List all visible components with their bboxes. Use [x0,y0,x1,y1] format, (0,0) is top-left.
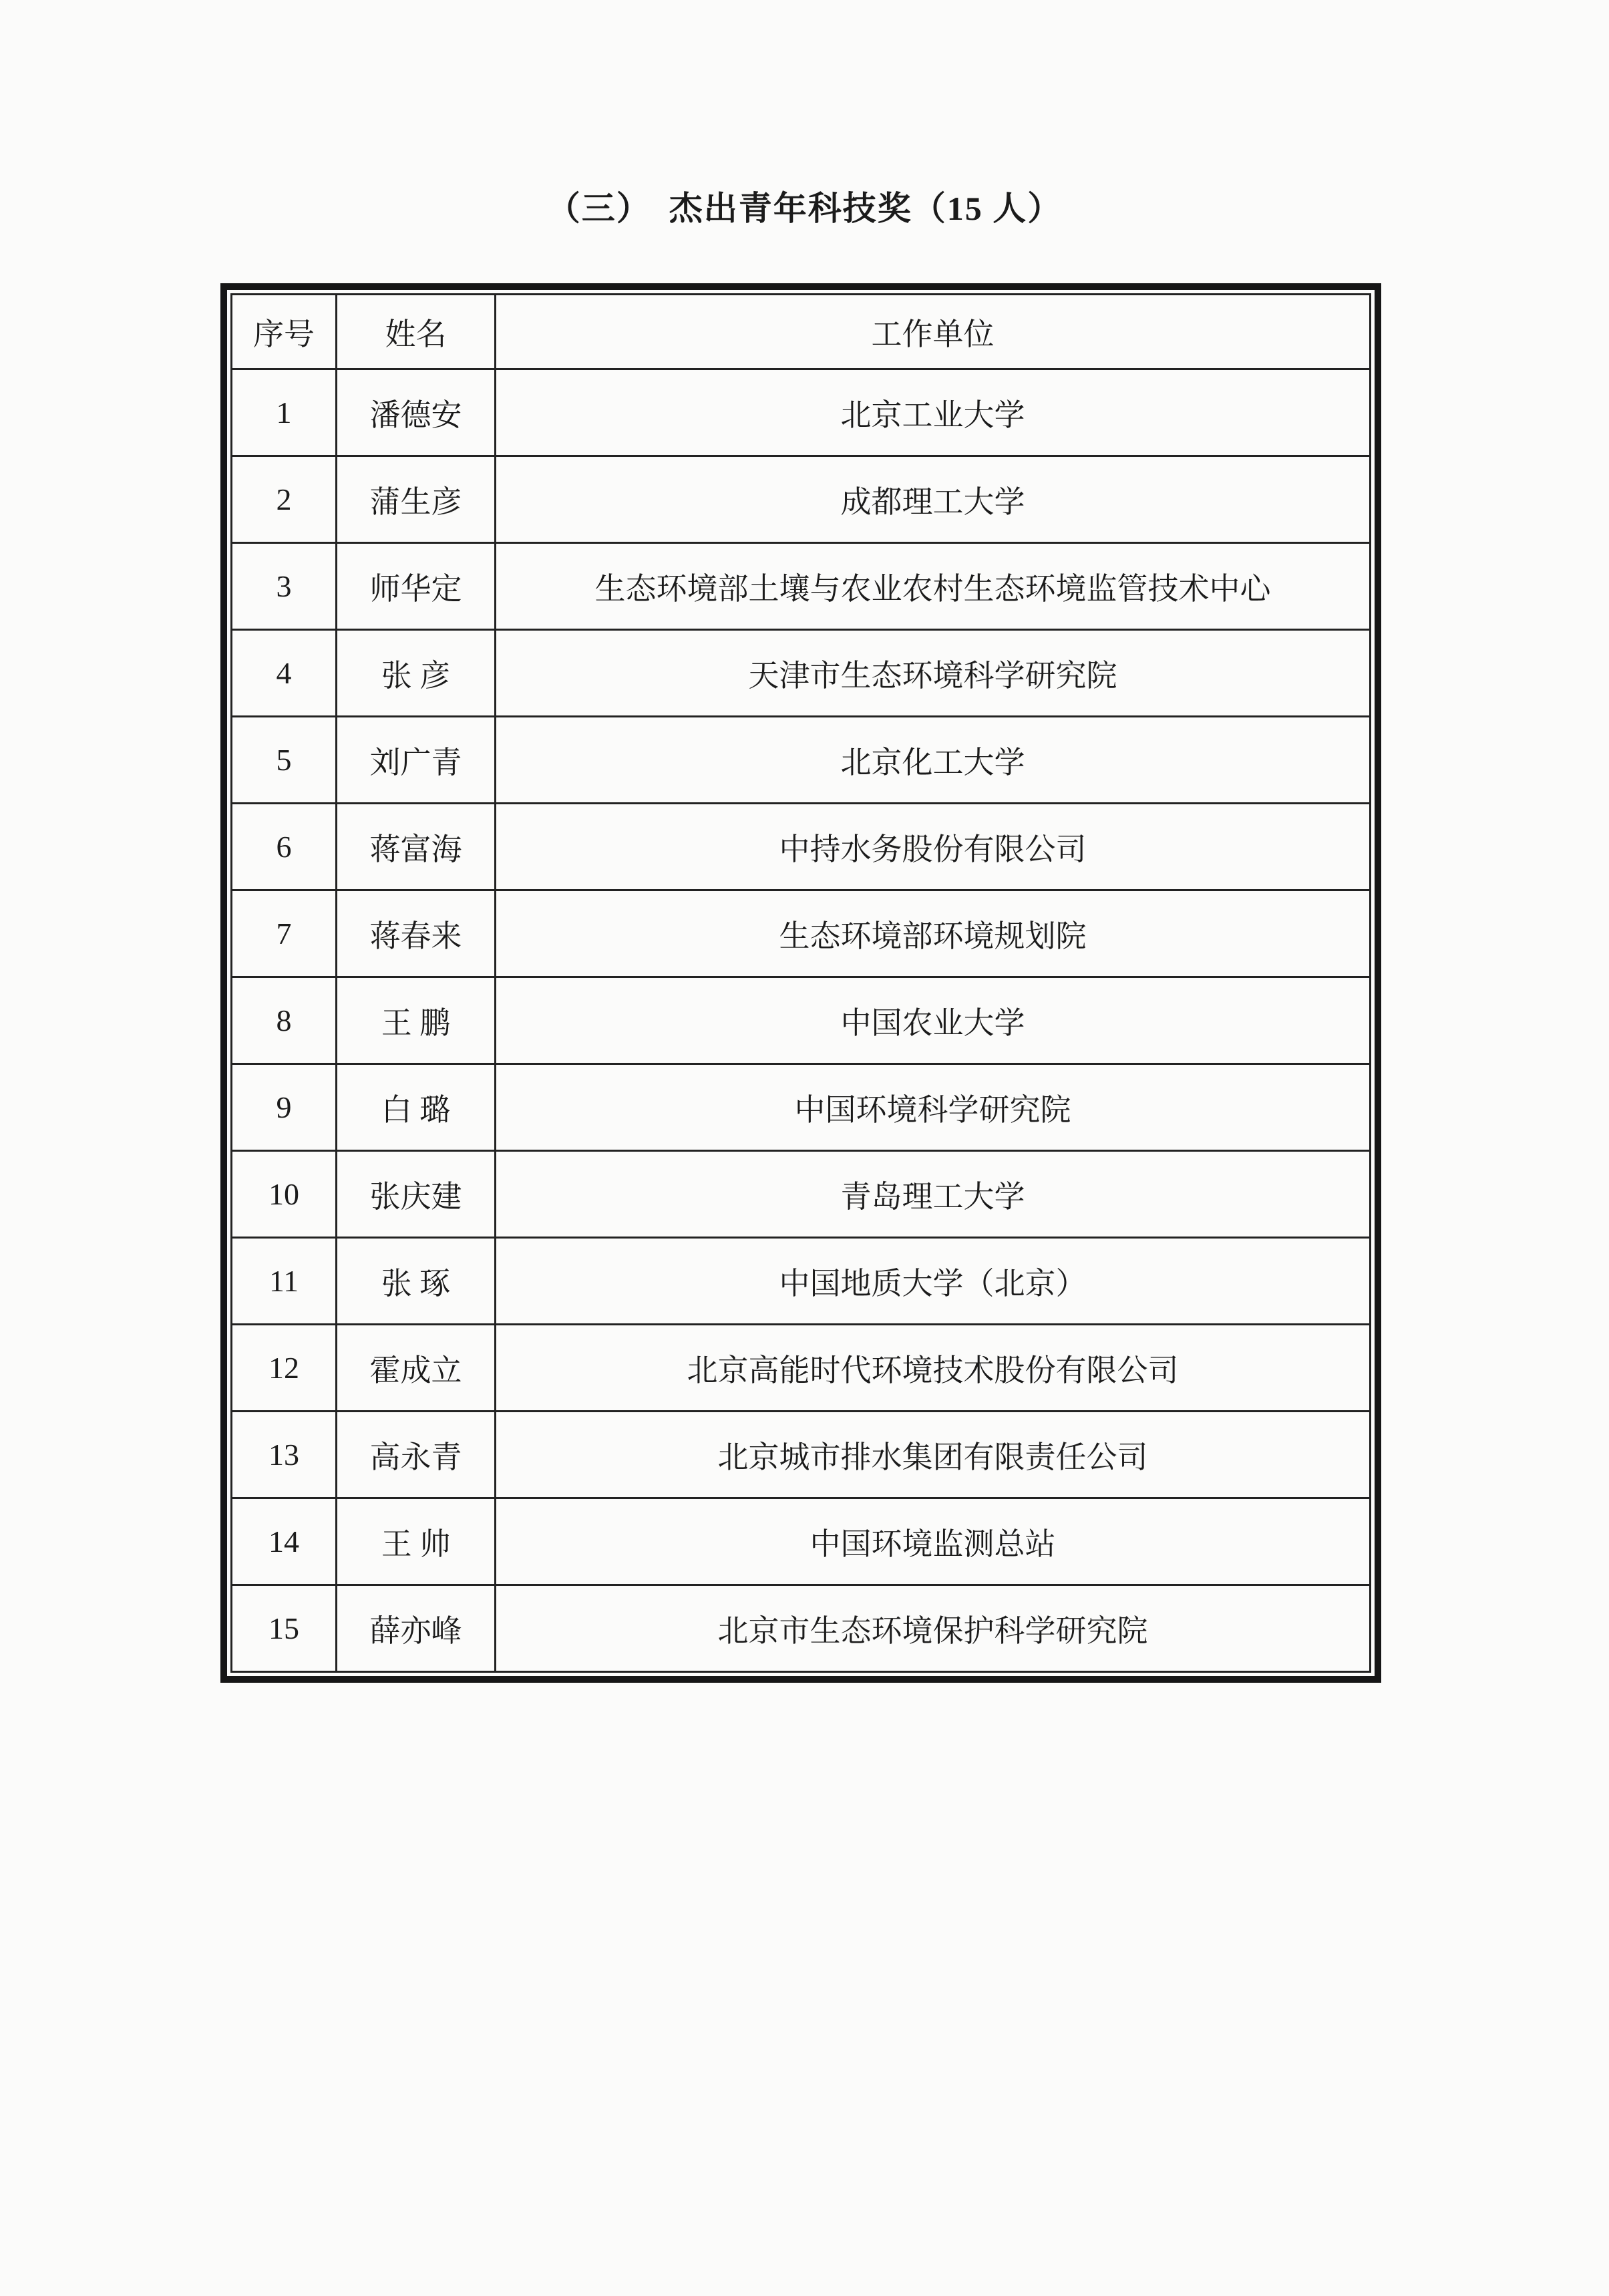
table-row [232,543,1371,630]
table-body [232,369,1371,1672]
cell-name: 张庆建 [337,1151,496,1238]
cell-work-unit: 青岛理工大学 [496,1151,1371,1238]
cell-name: 刘广青 [337,717,496,804]
cell-work-unit: 成都理工大学 [496,456,1371,543]
cell-work-unit: 北京市生态环境保护科学研究院 [496,1585,1371,1672]
cell-work-unit: 北京工业大学 [496,369,1371,456]
cell-serial-number: 9 [232,1064,337,1151]
cell-serial-number: 2 [232,456,337,543]
cell-name: 潘德安 [337,369,496,456]
cell-name: 薛亦峰 [337,1585,496,1672]
cell-serial-number: 6 [232,804,337,890]
table-row [232,890,1371,977]
cell-serial-number: 5 [232,717,337,804]
table-row [232,1498,1371,1585]
cell-serial-number: 14 [232,1498,337,1585]
cell-name: 师华定 [337,543,496,630]
table-row [232,1412,1371,1498]
table-row [232,1064,1371,1151]
cell-serial-number: 11 [232,1238,337,1325]
cell-name: 王 帅 [337,1498,496,1585]
cell-work-unit: 天津市生态环境科学研究院 [496,630,1371,717]
header-work-unit: 工作单位 [496,295,1371,369]
cell-work-unit: 中持水务股份有限公司 [496,804,1371,890]
cell-work-unit: 中国地质大学（北京） [496,1238,1371,1325]
cell-name: 张 彦 [337,630,496,717]
cell-name: 王 鹏 [337,977,496,1064]
cell-work-unit: 生态环境部土壤与农业农村生态环境监管技术中心 [496,543,1371,630]
table-row [232,717,1371,804]
cell-name: 白 璐 [337,1064,496,1151]
cell-name: 霍成立 [337,1325,496,1412]
header-name: 姓名 [337,295,496,369]
cell-serial-number: 8 [232,977,337,1064]
cell-serial-number: 10 [232,1151,337,1238]
table-header-row [232,295,1371,369]
cell-work-unit: 北京城市排水集团有限责任公司 [496,1412,1371,1498]
table-head [232,295,1371,369]
award-table [230,293,1371,1673]
cell-name: 高永青 [337,1412,496,1498]
cell-name: 蒲生彦 [337,456,496,543]
award-table-frame [220,283,1381,1683]
cell-serial-number: 15 [232,1585,337,1672]
cell-serial-number: 12 [232,1325,337,1412]
cell-serial-number: 7 [232,890,337,977]
section-title: （三） 杰出青年科技奖（15 人） [546,190,1063,227]
table-row [232,630,1371,717]
cell-work-unit: 生态环境部环境规划院 [496,890,1371,977]
cell-serial-number: 4 [232,630,337,717]
cell-work-unit: 北京化工大学 [496,717,1371,804]
table-row [232,1151,1371,1238]
header-serial-number: 序号 [232,295,337,369]
cell-serial-number: 13 [232,1412,337,1498]
table-row [232,977,1371,1064]
table-row [232,1238,1371,1325]
table-row [232,369,1371,456]
cell-work-unit: 北京高能时代环境技术股份有限公司 [496,1325,1371,1412]
cell-serial-number: 1 [232,369,337,456]
cell-work-unit: 中国农业大学 [496,977,1371,1064]
cell-name: 蒋春来 [337,890,496,977]
cell-name: 蒋富海 [337,804,496,890]
cell-serial-number: 3 [232,543,337,630]
table-row [232,1325,1371,1412]
cell-work-unit: 中国环境监测总站 [496,1498,1371,1585]
table-row [232,1585,1371,1672]
table-row [232,456,1371,543]
cell-work-unit: 中国环境科学研究院 [496,1064,1371,1151]
cell-name: 张 琢 [337,1238,496,1325]
table-row [232,804,1371,890]
